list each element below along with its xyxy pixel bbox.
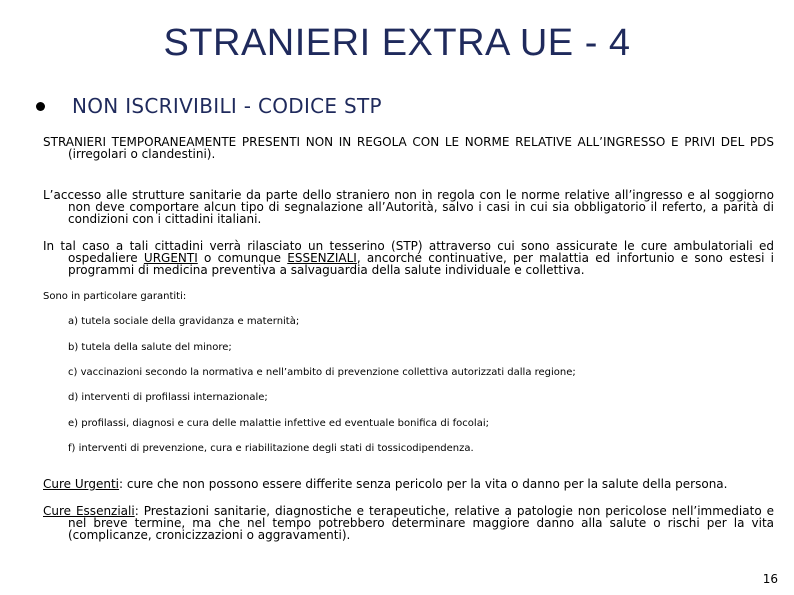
paragraph-access: L’accesso alle strutture sanitarie da parte dello straniero non in regola con le norme relative all’ingresso e al soggiorno non deve comportare alcun tipo di segnalazione all’Autorità, salvo i casi in cui sia obbligatorio il referto, a parità di condizioni con i cittadini italiani. — [43, 188, 774, 226]
cure-urgenti-text: : cure che non possono essere differite senza pericolo per la vita o danno per la salute della persona. — [119, 477, 728, 491]
paragraph-stp-text-2: o comunque — [197, 251, 288, 265]
definition-cure-urgenti — [43, 478, 774, 490]
paragraph-stp-text-1: In tal caso a tali cittadini verrà rilasciato un tesserino (STP) attraverso cui sono assicurate le cure ambulatoriali ed ospedaliere — [43, 239, 774, 265]
page-number: 16 — [762, 572, 778, 586]
cure-urgenti-term: Cure Urgenti — [43, 477, 120, 491]
list-intro: Sono in particolare garantiti: — [43, 291, 187, 302]
list-item: e) profilassi, diagnosi e cura delle malattie infettive ed eventuale bonifica di focolai; — [68, 418, 489, 429]
cure-essenziali-text: : Prestazioni sanitarie, diagnostiche e terapeutiche, relative a patologie non pericolose nell’immediato e nel breve termine, ma che nel tempo potrebbero determinare maggiore danno alla salute o rischi per la vita (complicanze, cronicizzazioni o aggravamenti). — [68, 504, 774, 542]
cure-essenziali-term: Cure Essenziali — [43, 504, 135, 518]
bullet-dot-icon — [36, 102, 45, 111]
paragraph-stp — [43, 240, 774, 276]
subtitle-row — [36, 94, 382, 118]
slide-title: STRANIERI EXTRA UE - 4 — [163, 22, 631, 64]
list-item: f) interventi di prevenzione, cura e riabilitazione degli stati di tossicodipendenza. — [68, 443, 474, 454]
list-item: b) tutela della salute del minore; — [68, 342, 232, 353]
list-item: d) interventi di profilassi internazionale; — [68, 392, 268, 403]
list-item: c) vaccinazioni secondo la normativa e nell’ambito di prevenzione collettiva autorizzati dalla regione; — [68, 367, 576, 378]
paragraph-stp-text-3: , ancorché continuative, per malattia ed infortunio e sono estesi i programmi di medicina preventiva a salvaguardia della salute individuale e collettiva. — [68, 251, 774, 277]
essenziali-term: ESSENZIALI — [287, 251, 357, 265]
definition-cure-essenziali — [43, 505, 774, 541]
slide-subtitle: NON ISCRIVIBILI - CODICE STP — [72, 94, 382, 118]
urgenti-term: URGENTI — [143, 251, 198, 265]
list-item: a) tutela sociale della gravidanza e maternità; — [68, 316, 300, 327]
paragraph-definition: STRANIERI TEMPORANEAMENTE PRESENTI NON IN REGOLA CON LE NORME RELATIVE ALL’INGRESSO E PRIVI DEL PDS (irregolari o clandestini). — [43, 135, 774, 161]
